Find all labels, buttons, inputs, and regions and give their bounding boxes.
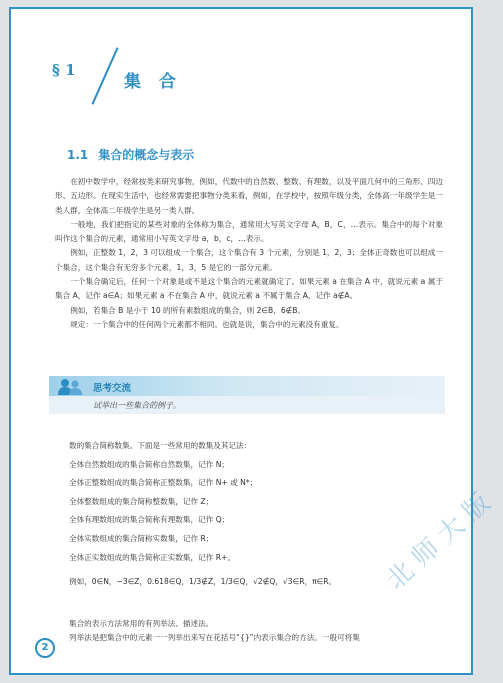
paragraph: 一个集合确定后，任何一个对象是或不是这个集合的元素就确定了。如果元素 a 在集合 A 中，就说元素 a 属于集合 A，记作 a∈A；如果元素 a 不在集合 A 中，就说元素 a 不属于集合 A，记作 a∉A。 [55,277,443,301]
textbook-page [9,7,503,675]
think-discuss-box [49,376,445,414]
subsection-heading [67,146,194,163]
section-number: § 1 [52,61,76,79]
paragraph: 规定：一个集合中的任何两个元素都不相同。也就是说，集合中的元素没有重复。 [70,319,344,329]
subsection-number: 1.1 [67,148,89,162]
section-title: 集 合 [124,72,182,92]
list-item: 全体实数组成的集合简称实数集，记作 R； [69,533,214,543]
paragraph: 例如，若集合 B 是小于 10 的所有素数组成的集合，则 2∈B，6∉B。 [70,305,306,315]
section-header [46,47,446,111]
publisher-watermark: 北师大版 [381,482,503,596]
people-icon [57,378,83,396]
paragraph: 一般地，我们把指定的某些对象的全体称为集合，通常用大写英文字母 A，B，C，…表示。集合中的每个对象叫作这个集合的元素，通常用小写英文字母 a，b，c，…表示。 [55,219,443,244]
subsection-title: 集合的概念与表示 [98,148,195,162]
list-item: 全体正整数组成的集合简称正整数集，记作 N+ 或 N*； [69,478,258,488]
list-item: 全体自然数组成的集合简称自然数集，记作 N； [69,459,229,469]
intro-paragraphs [55,175,443,332]
paragraph: 列举法是把集合中的元素一一列举出来写在花括号“{}”内表示集合的方法。一般可将集 [69,633,360,643]
think-label: 思考交流 [93,383,132,394]
page-number: 2 [35,638,55,658]
list-item: 全体正实数组成的集合简称正实数集，记作 R+。 [69,552,235,562]
paragraph: 集合的表示方法常用的有列举法、描述法。 [69,619,214,628]
section-divider [91,47,118,104]
think-prompt: 试举出一些集合的例子。 [93,401,181,410]
bottom-paragraphs [55,617,443,646]
list-item: 全体整数组成的集合简称整数集，记作 Z； [69,496,214,506]
paragraph: 在初中数学中，经常按类来研究事物，例如，代数中的自然数、整数、有理数，以及平面几何中的三角形、四边形、五边形。在现实生活中，也经常需要把事物分类来看，例如，在学校中，按照年级分类，全体高一年级学生是一类人群，全体高二年级学生是另一类人群。 [55,177,443,215]
number-sets-intro: 数的集合简称数集。下面是一些常用的数集及其记法： [69,441,252,450]
paragraph: 例如，正整数 1，2，3 可以组成一个集合，这个集合有 3 个元素，分别是 1，2，3；全体正奇数也可以组成一个集合，这个集合有无穷多个元素，1，3，5 是它的一部分元素。 [55,248,443,272]
list-item: 全体有理数组成的集合简称有理数集，记作 Q； [69,515,230,525]
number-sets-example: 例如，0∈N，−3∈Z，0.618∈Q，1/3∉Z，1/3∈Q，√2∉Q，√3∈R，π∈R。 [69,577,337,587]
